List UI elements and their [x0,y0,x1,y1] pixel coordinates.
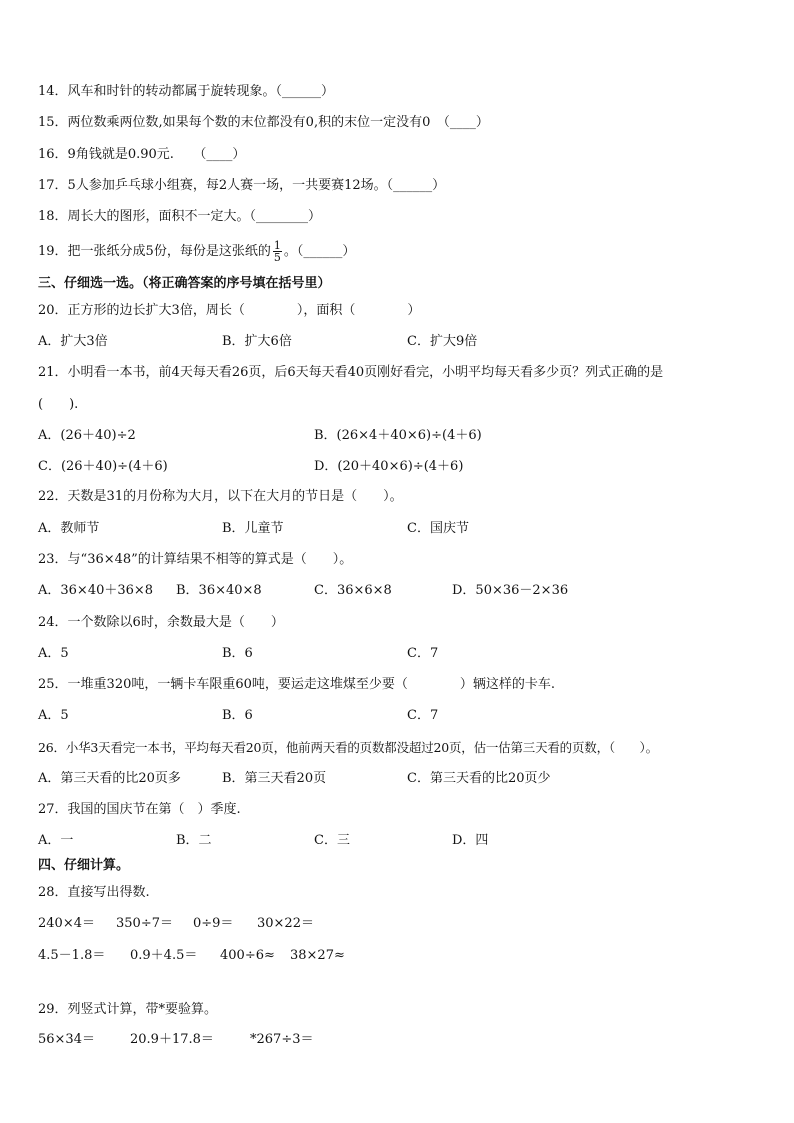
q23-option-c: C．36×6×8 [314,583,392,598]
question-17: 17．5人参加乒乓球小组赛，每2人赛一场，一共要赛12场。（______） [38,178,446,193]
q25-option-c: C．7 [407,708,439,723]
question-16: 16．9角钱就是0.90元. （____） [38,147,246,162]
q29-item: *267÷3＝ [250,1032,314,1047]
q27-option-d: D．四 [452,833,489,848]
q21-option-b: B．(26×4＋40×6)÷(4＋6) [314,428,482,443]
q28-item: 0.9＋4.5＝ [130,948,198,963]
q20-option-c: C．扩大9倍 [407,334,478,349]
q25-option-b: B．6 [222,708,253,723]
q21-option-c: C．(26＋40)÷(4＋6) [38,459,168,474]
q26-option-a: A．第三天看的比20页多 [38,771,181,786]
question-23: 23．与“36×48”的计算结果不相等的算式是（ ）。 [38,552,353,567]
q23-option-a: A．36×40＋36×8 [38,583,154,598]
question-21-blank: ( ). [38,397,79,412]
section-4-heading: 四、仔细计算。 [38,858,130,873]
q28-item: 38×27≈ [290,948,345,963]
question-24: 24．一个数除以6时，余数最大是（ ） [38,615,284,630]
question-20: 20．正方形的边长扩大3倍，周长（ ），面积（ ） [38,303,421,318]
q24-option-b: B．6 [222,646,253,661]
question-15: 15．两位数乘两位数,如果每个数的末位都没有0,积的末位一定没有0 （____） [38,115,489,130]
question-22: 22．天数是31的月份称为大月，以下在大月的节日是（ ）。 [38,489,403,504]
q23-option-b: B．36×40×8 [176,583,262,598]
q20-option-b: B．扩大6倍 [222,334,292,349]
q27-option-b: B．二 [176,833,212,848]
q22-option-c: C．国庆节 [407,521,469,536]
q25-option-a: A．5 [38,708,69,723]
q28-item: 0÷9＝ [193,916,234,931]
q21-option-a: A．(26＋40)÷2 [38,428,136,443]
question-28: 28．直接写出得数. [38,885,150,900]
q27-option-c: C．三 [314,833,350,848]
q20-option-a: A．扩大3倍 [38,334,108,349]
q28-item: 30×22＝ [257,916,314,931]
question-18: 18．周长大的图形，面积不一定大。（________） [38,209,322,224]
q28-item: 240×4＝ [38,916,95,931]
fraction-numerator: 1 [273,239,281,252]
q21-option-d: D．(20＋40×6)÷(4＋6) [314,459,464,474]
q28-item: 400÷6≈ [220,948,275,963]
q28-item: 350÷7＝ [116,916,173,931]
q26-option-b: B．第三天看20页 [222,771,327,786]
q27-option-a: A．一 [38,833,74,848]
fraction [273,240,282,263]
q22-option-a: A．教师节 [38,521,100,536]
question-26: 26．小华3天看完一本书，平均每天看20页，他前两天看的页数都没超过20页，估一估第三天看的页数，（ ）。 [38,740,658,755]
question-21: 21．小明看一本书，前4天每天看26页，后6天每天看40页刚好看完，小明平均每天看多少页？列式正确的是 [38,365,664,380]
question-14: 14．风车和时针的转动都属于旋转现象。（______） [38,84,335,99]
q24-option-a: A．5 [38,646,69,661]
question-19-answer: 。（______） [283,244,356,259]
q29-item: 56×34＝ [38,1032,95,1047]
q26-option-c: C．第三天看的比20页少 [407,771,551,786]
question-19-text: 19．把一张纸分成5份，每份是这张纸的 [38,244,271,259]
question-19 [38,240,355,263]
q22-option-b: B．儿童节 [222,521,284,536]
q23-option-d: D．50×36－2×36 [452,583,569,598]
question-27: 27．我国的国庆节在第（ ）季度. [38,802,241,817]
question-29: 29．列竖式计算，带*要验算。 [38,1002,218,1017]
question-25: 25．一堆重320吨，一辆卡车限重60吨，要运走这堆煤至少要（ ）辆这样的卡车. [38,677,556,692]
q28-item: 4.5－1.8＝ [38,948,106,963]
q29-item: 20.9＋17.8＝ [130,1032,214,1047]
fraction-denominator: 5 [273,251,281,264]
section-3-heading: 三、仔细选一选。（将正确答案的序号填在括号里） [38,276,331,291]
q24-option-c: C．7 [407,646,439,661]
